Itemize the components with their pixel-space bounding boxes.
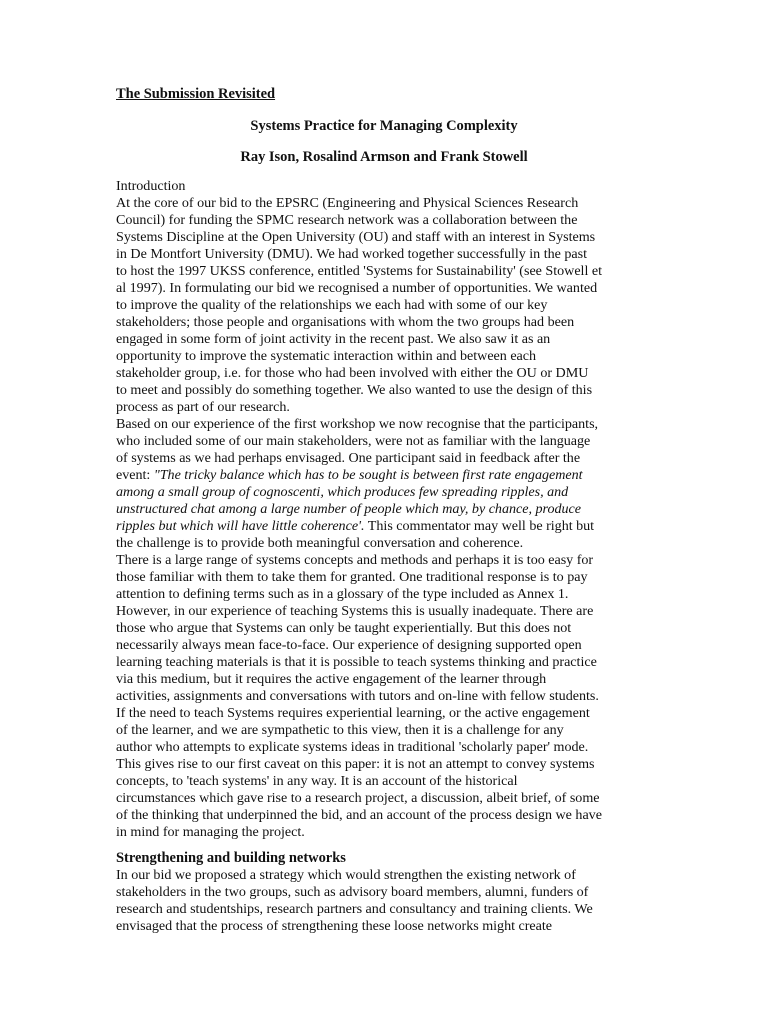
p3-line: circumstances which gave rise to a research project, a discussion, albeit brief, of some <box>116 790 600 806</box>
p3-line: those who argue that Systems can only be taught experientially. But this does not <box>116 620 572 636</box>
p1-line: process as part of our research. <box>116 399 290 415</box>
p3-line: However, in our experience of teaching Systems this is usually inadequate. There are <box>116 603 594 619</box>
paper-authors: Ray Ison, Rosalind Armson and Frank Stowell <box>240 149 528 165</box>
intro-heading: Introduction <box>116 178 186 194</box>
p2-line <box>116 518 594 535</box>
p1-line: stakeholders; those people and organisations with whom the two groups had been <box>116 314 575 330</box>
p3-line: There is a large range of systems concepts and methods and perhaps it is too easy for <box>116 552 594 568</box>
p2-line: the challenge is to provide both meaningful conversation and coherence. <box>116 535 524 551</box>
quote-tail: This commentator may well be right but <box>364 518 595 534</box>
p4-line: envisaged that the process of strengthening these loose networks might create <box>116 918 553 934</box>
p2-line <box>116 467 583 484</box>
p1-line: stakeholder group, i.e. for those who had been involved with either the OU or DMU <box>116 365 589 381</box>
p4-line: research and studentships, research partners and consultancy and training clients. We <box>116 901 593 917</box>
p3-line: those familiar with them to take them for granted. One traditional response is to pay <box>116 569 588 585</box>
p1-line: to improve the quality of the relationships we each had with some of our key <box>116 297 548 313</box>
p3-line: concepts, to 'teach systems' in any way. It is an account of the historical <box>116 773 518 789</box>
p3-line: This gives rise to our first caveat on this paper: it is not an attempt to convey systems <box>116 756 595 772</box>
p1-line: engaged in some form of joint activity in the recent past. We also saw it as an <box>116 331 551 347</box>
p1-line: to host the 1997 UKSS conference, entitled 'Systems for Sustainability' (see Stowell et <box>116 263 602 279</box>
p3-line: necessarily always mean face-to-face. Our experience of designing supported open <box>116 637 582 653</box>
p2-line: of systems as we had perhaps envisaged. One participant said in feedback after the <box>116 450 581 466</box>
p3-line: of the thinking that underpinned the bid, and an account of the process design we have <box>116 807 602 823</box>
p3-line: If the need to teach Systems requires experiential learning, or the active engagement <box>116 705 590 721</box>
p1-line: Systems Discipline at the Open University (OU) and staff with an interest in Systems <box>116 229 596 245</box>
quote-line: "The tricky balance which has to be sought is between first rate engagement <box>153 467 583 483</box>
section-heading: Strengthening and building networks <box>116 850 346 866</box>
document-title: The Submission Revisited <box>116 86 276 102</box>
p2-line: who included some of our main stakeholders, were not as familiar with the language <box>116 433 591 449</box>
p3-line: in mind for managing the project. <box>116 824 305 840</box>
p3-line: of the learner, and we are sympathetic to this view, then it is a challenge for any <box>116 722 564 738</box>
p1-line: Council) for funding the SPMC research network was a collaboration between the <box>116 212 578 228</box>
quote-line: unstructured chat among a large number of people which may, by chance, produce <box>116 501 582 517</box>
p3-line: activities, assignments and conversations with tutors and on-line with fellow students. <box>116 688 599 704</box>
p4-line: stakeholders in the two groups, such as advisory board members, alumni, funders of <box>116 884 589 900</box>
quote-line: among a small group of cognoscenti, which produces few spreading ripples, and <box>116 484 569 500</box>
p3-line: attention to defining terms such as in a glossary of the type included as Annex 1. <box>116 586 569 602</box>
p1-line: in De Montfort University (DMU). We had worked together successfully in the past <box>116 246 588 262</box>
p4-line: In our bid we proposed a strategy which would strengthen the existing network of <box>116 867 576 883</box>
p2-line: Based on our experience of the first workshop we now recognise that the participants, <box>116 416 599 432</box>
p1-line: At the core of our bid to the EPSRC (Engineering and Physical Sciences Research <box>116 195 579 211</box>
p3-line: via this medium, but it requires the active engagement of the learner through <box>116 671 547 687</box>
p3-line: author who attempts to explicate systems ideas in traditional 'scholarly paper' mode. <box>116 739 589 755</box>
p1-line: to meet and possibly do something together. We also wanted to use the design of this <box>116 382 593 398</box>
p2-prefix: event: <box>116 467 154 483</box>
p1-line: opportunity to improve the systematic interaction within and between each <box>116 348 537 364</box>
quote-line: ripples but which will have little coherence'. <box>116 518 365 534</box>
p3-line: learning teaching materials is that it is possible to teach systems thinking and practice <box>116 654 597 670</box>
paper-subtitle: Systems Practice for Managing Complexity <box>250 118 518 134</box>
p1-line: al 1997). In formulating our bid we recognised a number of opportunities. We wanted <box>116 280 598 296</box>
